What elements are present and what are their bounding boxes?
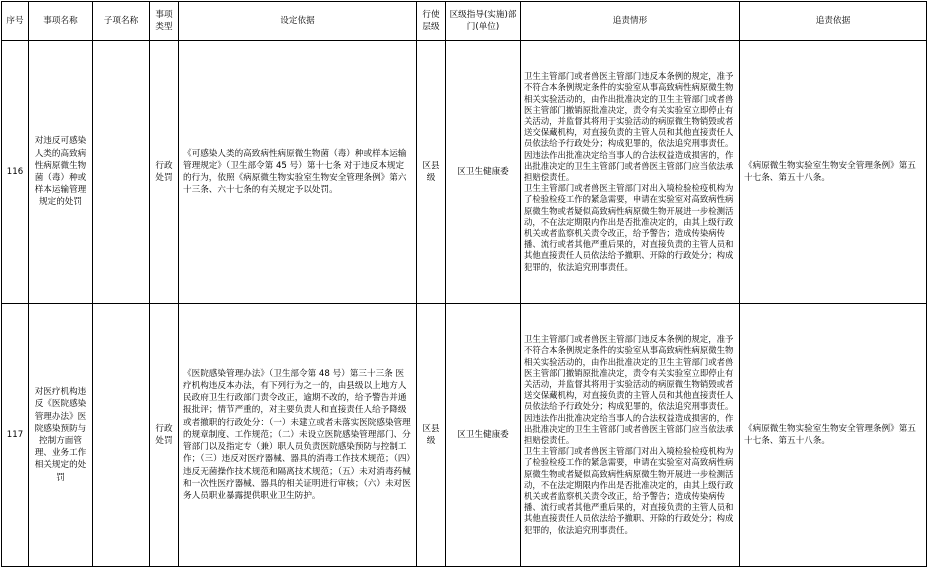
header-dept: 区级指导(实施)部门(单位): [446, 2, 521, 41]
cell-item-type: 行政处罚: [150, 41, 179, 304]
accountability-table: [1, 1, 927, 567]
header-item-type: 事项类型: [150, 2, 179, 41]
table-row: [2, 304, 927, 567]
cell-sub-item-name: [93, 304, 150, 567]
cell-basis: 《医院感染管理办法》（卫生部令第 48 号）第三十三条 医疗机构违反本办法，有下列行为之一的，由县级以上地方人民政府卫生行政部门责令改正，逾期不改的，给予警告并通报批评；情节严重的，对主要负责人和直接责任人给予降级或者撤职的行政处分：（一）未建立或者未落实医院感染管理的规章制度、工作规范；（二）未设立医院感染管理部门、分管部门以及指定专（兼）职人员负责医院感染预防与控制工作；（三）违反对医疗器械、器具的消毒工作技术规范；（四）违反无菌操作技术规范和隔离技术规范；（五）未对消毒药械和一次性医疗器械、器具的相关证明进行审核；（六）未对医务人员职业暴露提供职业卫生防护。: [179, 304, 417, 567]
table-row: [2, 41, 927, 304]
header-accountability-basis: 追责依据: [740, 2, 927, 41]
header-accountability: 追责情形: [521, 2, 740, 41]
cell-accountability: 卫生主管部门或者兽医主管部门违反本条例的规定，准予不符合本条例规定条件的实验室从事高致病性病原微生物相关实验活动的，由作出批准决定的卫生主管部门或者兽医主管部门撤销原批准决定，责令有关实验室立即停止有关活动，并监督其将用于实验活动的病原微生物销毁或者送交保藏机构，对直接负责的主管人员和其他直接责任人员依法给予行政处分；构成犯罪的，依法追究刑事责任。 因违法作出批准决定给当事人的合法权益造成损害的，作出批准决定的卫生主管部门或者兽医主管部门应当依法承担赔偿责任。 卫生主管部门或者兽医主管部门对出入境检验检疫机构为了检验检疫工作的紧急需要，申请在实验室对高致病性病原微生物或者疑似高致病性病原微生物开展进一步检测活动，不在法定期限内作出是否批准决定的，由其上级行政机关或者监察机关责令改正，给予警告；造成传染病传播、流行或者其他严重后果的，对直接负责的主管人员和其他直接责任人员依法给予撤职、开除的行政处分；构成犯罪的，依法追究刑事责任。: [521, 304, 740, 567]
cell-item-name: 对医疗机构违反《医院感染管理办法》医院感染预防与控制方面管理、业务工作相关规定的处罚: [29, 304, 93, 567]
cell-item-name: 对违反可感染人类的高致病性病原微生物菌（毒）种或样本运输管理规定的处罚: [29, 41, 93, 304]
cell-basis: 《可感染人类的高致病性病原微生物菌（毒）种或样本运输管理规定》（卫生部令第 45 号）第十七条 对于违反本规定的行为，依照《病原微生物实验室生物安全管理条例》第六十三条、六十七条的有关规定予以处罚。: [179, 41, 417, 304]
header-basis: 设定依据: [179, 2, 417, 41]
cell-level: 区县级: [417, 41, 446, 304]
cell-sub-item-name: [93, 41, 150, 304]
cell-accountability-basis: 《病原微生物实验室生物安全管理条例》第五十七条、第五十八条。: [740, 304, 927, 567]
cell-accountability-basis: 《病原微生物实验室生物安全管理条例》第五十七条、第五十八条。: [740, 41, 927, 304]
header-sub-item-name: 子项名称: [93, 2, 150, 41]
cell-accountability: 卫生主管部门或者兽医主管部门违反本条例的规定，准予不符合本条例规定条件的实验室从事高致病性病原微生物相关实验活动的，由作出批准决定的卫生主管部门或者兽医主管部门撤销原批准决定，责令有关实验室立即停止有关活动，并监督其将用于实验活动的病原微生物销毁或者送交保藏机构，对直接负责的主管人员和其他直接责任人员依法给予行政处分；构成犯罪的，依法追究刑事责任。 因违法作出批准决定给当事人的合法权益造成损害的，作出批准决定的卫生主管部门或者兽医主管部门应当依法承担赔偿责任。 卫生主管部门或者兽医主管部门对出入境检验检疫机构为了检验检疫工作的紧急需要，申请在实验室对高致病性病原微生物或者疑似高致病性病原微生物开展进一步检测活动，不在法定期限内作出是否批准决定的，由其上级行政机关或者监察机关责令改正，给予警告；造成传染病传播、流行或者其他严重后果的，对直接负责的主管人员和其他直接责任人员依法给予撤职、开除的行政处分；构成犯罪的，依法追究刑事责任。: [521, 41, 740, 304]
cell-level: 区县级: [417, 304, 446, 567]
header-level: 行使层级: [417, 2, 446, 41]
cell-item-type: 行政处罚: [150, 304, 179, 567]
cell-dept: 区卫生健康委: [446, 304, 521, 567]
cell-seq: 116: [2, 41, 29, 304]
header-item-name: 事项名称: [29, 2, 93, 41]
cell-seq: 117: [2, 304, 29, 567]
header-seq: 序号: [2, 2, 29, 41]
header-row: [2, 2, 927, 41]
cell-dept: 区卫生健康委: [446, 41, 521, 304]
